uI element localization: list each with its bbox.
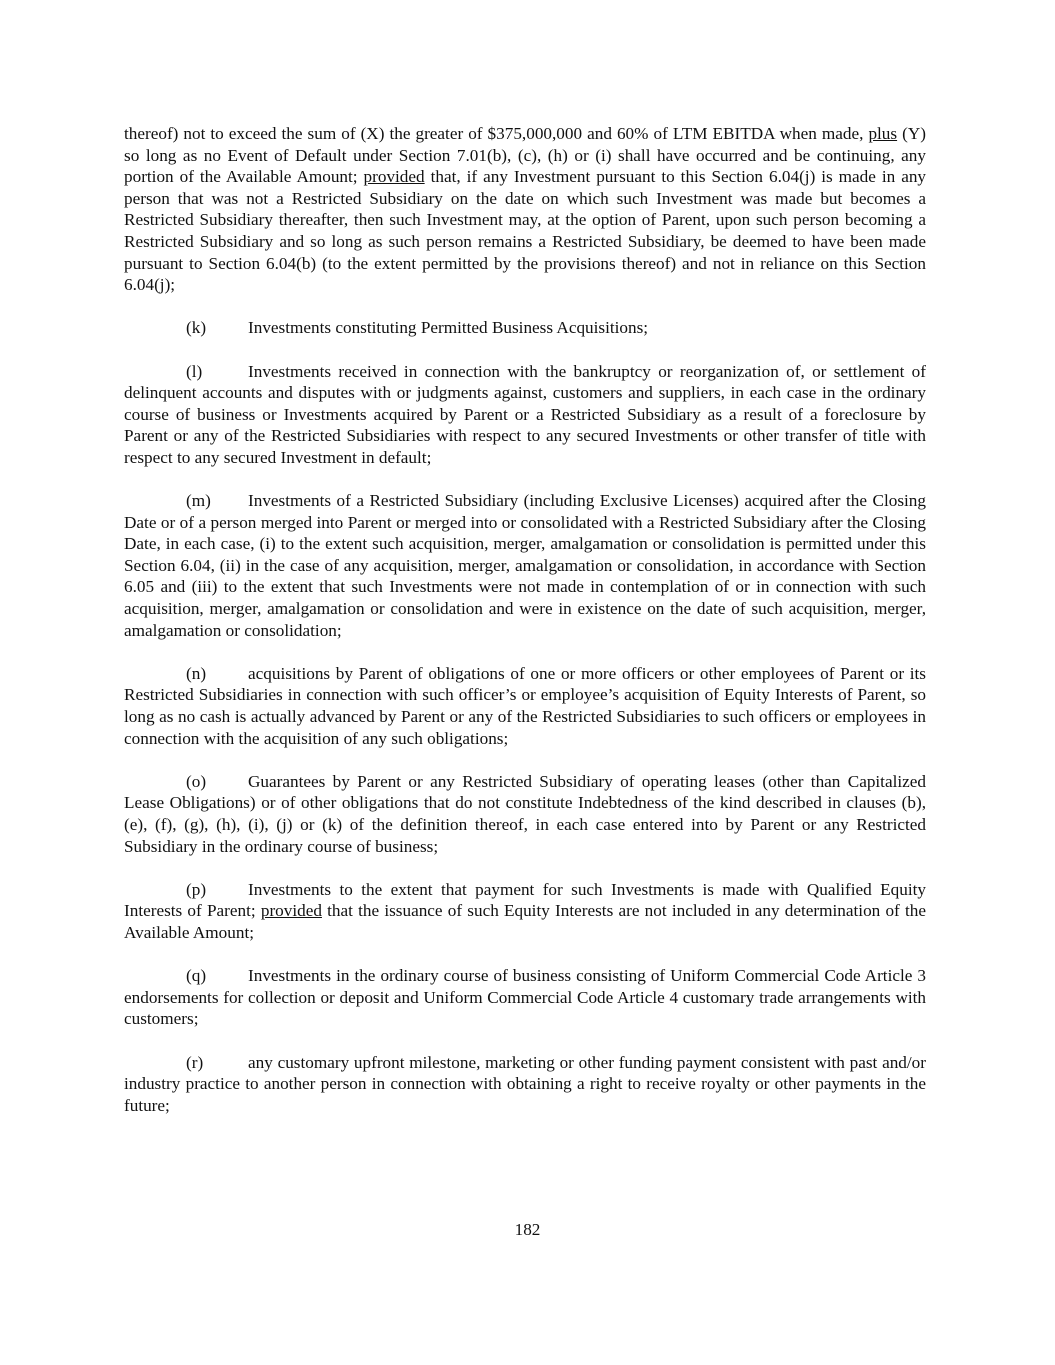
page-number: 182 — [514, 1220, 541, 1239]
paragraph-text: Investments of a Restricted Subsidiary (including Exclusive Licenses) acquired after the Closing Date or of a person merged into Parent or merged into or consolidated with a Restricted Subsidiary after the Closing Date, in each case, (i) to the extent such acquisition, merger, amalgamation or consolidation is permitted under this Section 6.04, (ii) in the case of any acquisition, merger, amalgamation or consolidation, in accordance with Section 6.05 and (iii) to the extent that such Investments were not made in contemplation of or in connection with such acquisition, merger, amalgamation or consolidation and were in existence on the date of such acquisition, merger, amalgamation or consolidation; — [124, 491, 926, 640]
paragraph-k — [124, 317, 926, 339]
paragraph-q — [124, 965, 926, 1030]
paragraph-text: acquisitions by Parent of obligations of one or more officers or other employees of Parent or its Restricted Subsidiaries in connection with such officer’s or employee’s acquisition of Equity Interests of Parent, so long as no cash is actually advanced by Parent or any of the Restricted Subsidiaries to such officers or employees in connection with the acquisition of any such obligations; — [124, 663, 926, 748]
clause-label: (m) — [186, 491, 211, 511]
paragraph-n — [124, 663, 926, 749]
underlined-term-plus: plus — [868, 124, 898, 143]
clause-label: (n) — [186, 663, 207, 683]
clause-label: (o) — [186, 771, 207, 791]
clause-label: (p) — [186, 879, 207, 899]
paragraph-text: Investments in the ordinary course of business consisting of Uniform Commercial Code Article 3 endorsements for collection or deposit and Uniform Commercial Code Article 4 customary trade arrangements with customers; — [124, 966, 926, 1029]
paragraph-continuation-j — [124, 123, 926, 296]
paragraph-text: Investments received in connection with the bankruptcy or reorganization of, or settlement of delinquent accounts and disputes with or judgments against, customers and suppliers, in each case in the ordinary course of business or Investments acquired by Parent or a Restricted Subsidiary as a result of a foreclosure by Parent or any of the Restricted Subsidiaries with respect to any secured Investments or other transfer of title with respect to any secured Investment in default; — [124, 361, 926, 467]
paragraph-p — [124, 879, 926, 944]
paragraph-r — [124, 1052, 926, 1117]
clause-label: (k) — [186, 318, 207, 338]
clause-label: (r) — [186, 1052, 204, 1072]
clause-label: (l) — [186, 361, 203, 381]
document-body — [124, 123, 926, 1138]
paragraph-text: that, if any Investment pursuant to this Section 6.04(j) is made in any person that was not a Restricted Subsidiary on the date on which such Investment was made but becomes a Restricted Subsidiary thereafter, then such Investment may, at the option of Parent, upon such person becoming a Restricted Subsidiary and so long as such person remains a Restricted Subsidiary, be deemed to have been made pursuant to Section 6.04(b) (to the extent permitted by the provisions thereof) and not in reliance on this Section 6.04(j); — [124, 167, 927, 295]
paragraph-text: that the issuance of such Equity Interests are not included in any determination of the Available Amount; — [124, 901, 926, 942]
paragraph-text: Investments constituting Permitted Business Acquisitions; — [248, 318, 649, 338]
paragraph-text: Guarantees by Parent or any Restricted Subsidiary of operating leases (other than Capitalized Lease Obligations) or of other obligations that do not constitute Indebtedness of the kind described in clauses (b), (e), (f), (g), (h), (i), (j) or (k) of the definition thereof, in each case entered into by Parent or any Restricted Subsidiary in the ordinary course of business; — [124, 771, 926, 856]
paragraph-text: any customary upfront milestone, marketing or other funding payment consistent with past and/or industry practice to another person in connection with obtaining a right to receive royalty or other payments in the future; — [124, 1052, 926, 1115]
paragraph-m — [124, 490, 926, 641]
paragraph-o — [124, 771, 926, 857]
underlined-term-provided: provided — [363, 167, 425, 187]
paragraph-text: Investments to the extent that payment for such Investments is made with Qualified Equity Interests of Parent; — [124, 879, 926, 921]
clause-label: (q) — [186, 966, 207, 986]
paragraph-text: thereof) not to exceed the sum of (X) the greater of $375,000,000 and 60% of LTM EBITDA when made, — [124, 124, 869, 143]
underlined-term-provided: provided — [260, 901, 322, 921]
paragraph-l — [124, 361, 926, 469]
paragraph-text: (Y) so long as no Event of Default under Section 7.01(b), (c), (h) or (i) shall have occurred and be continuing, any portion of the Available Amount; — [124, 124, 926, 187]
